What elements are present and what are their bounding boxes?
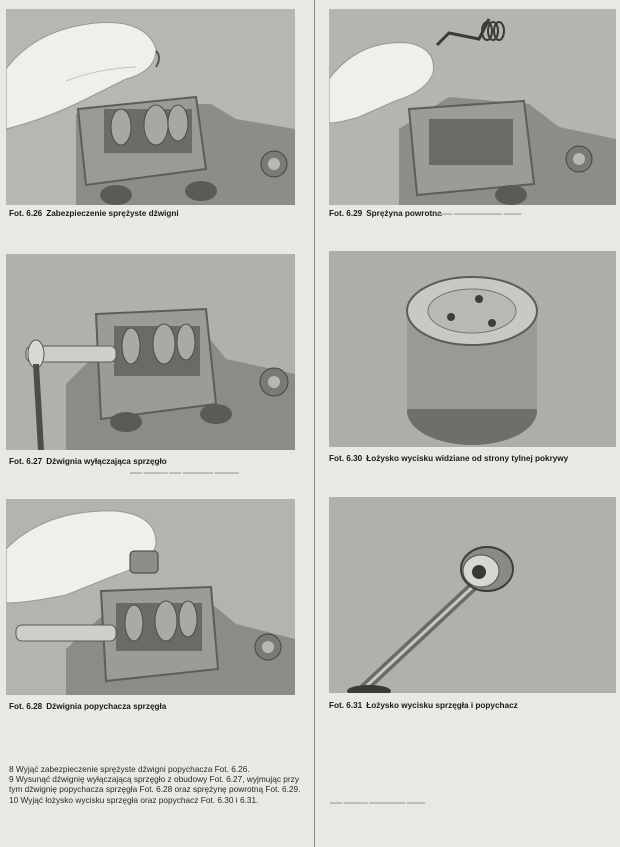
caption-fig-630 [329, 454, 569, 464]
figure-number: Fot. 6.30 [329, 454, 363, 463]
bearing-and-pushrod-illustration [329, 497, 616, 693]
show-through-text: ▬▬ ▬▬▬▬▬▬▬▬ ▬▬▬ [440, 211, 522, 217]
figure-caption-text: Dźwignia wyłączająca sprzęgło [46, 457, 167, 466]
return-spring-illustration [329, 9, 616, 205]
photo-fig-628 [6, 499, 295, 695]
figure-number: Fot. 6.31 [329, 701, 363, 710]
instruction-step-8: 8 Wyjąć zabezpieczenie sprężyste dźwigni popychacza Fot. 6.26. [9, 764, 250, 774]
column-divider [314, 0, 315, 847]
photo-fig-627 [6, 254, 295, 450]
figure-caption-text: Łożysko wycisku widziane od strony tylnej pokrywy [366, 454, 569, 463]
release-bearing-rear-view-illustration [329, 251, 616, 447]
housing-with-hand-illustration [6, 9, 295, 205]
instruction-step-10: 10 Wyjąć łożysko wycisku sprzęgła oraz popychacz Fot. 6.30 i 6.31. [9, 794, 259, 805]
caption-fig-628 [9, 702, 166, 712]
release-lever-illustration [6, 254, 295, 450]
pushrod-lever-illustration [6, 499, 295, 695]
show-through-text: ▬▬ ▬▬▬▬ ▬▬▬▬▬▬ ▬▬▬ [330, 800, 426, 806]
figure-caption-text: Łożysko wycisku sprzęgła i popychacz [366, 701, 518, 710]
instruction-step-9: 9 Wysunąć dźwignię wyłączającą sprzęgło z obudowy Fot. 6.27, wyjmując przy tym dźwignię popychacza sprzęgła Fot. 6.28 oraz sprężynę powrotną Fot. 6.29. [9, 774, 301, 795]
caption-fig-626 [9, 209, 179, 219]
caption-fig-627 [9, 457, 167, 467]
show-through-text: ▬▬ ▬▬▬▬ ▬▬ ▬▬▬▬▬ ▬▬▬▬ [130, 470, 239, 476]
figure-caption-text: Dźwignia popychacza sprzęgła [46, 702, 167, 711]
figure-caption-text: Sprężyna powrotna [366, 209, 442, 218]
figure-number: Fot. 6.26 [9, 209, 43, 218]
photo-fig-630 [329, 251, 616, 447]
figure-number: Fot. 6.28 [9, 702, 43, 711]
figure-caption-text: Zabezpieczenie sprężyste dźwigni [46, 209, 179, 218]
figure-number: Fot. 6.27 [9, 457, 43, 466]
photo-fig-629 [329, 9, 616, 205]
figure-number: Fot. 6.29 [329, 209, 363, 218]
caption-fig-629 [329, 209, 442, 219]
instruction-text [9, 764, 307, 805]
photo-fig-631 [329, 497, 616, 693]
photo-fig-626 [6, 9, 295, 205]
caption-fig-631 [329, 701, 518, 711]
